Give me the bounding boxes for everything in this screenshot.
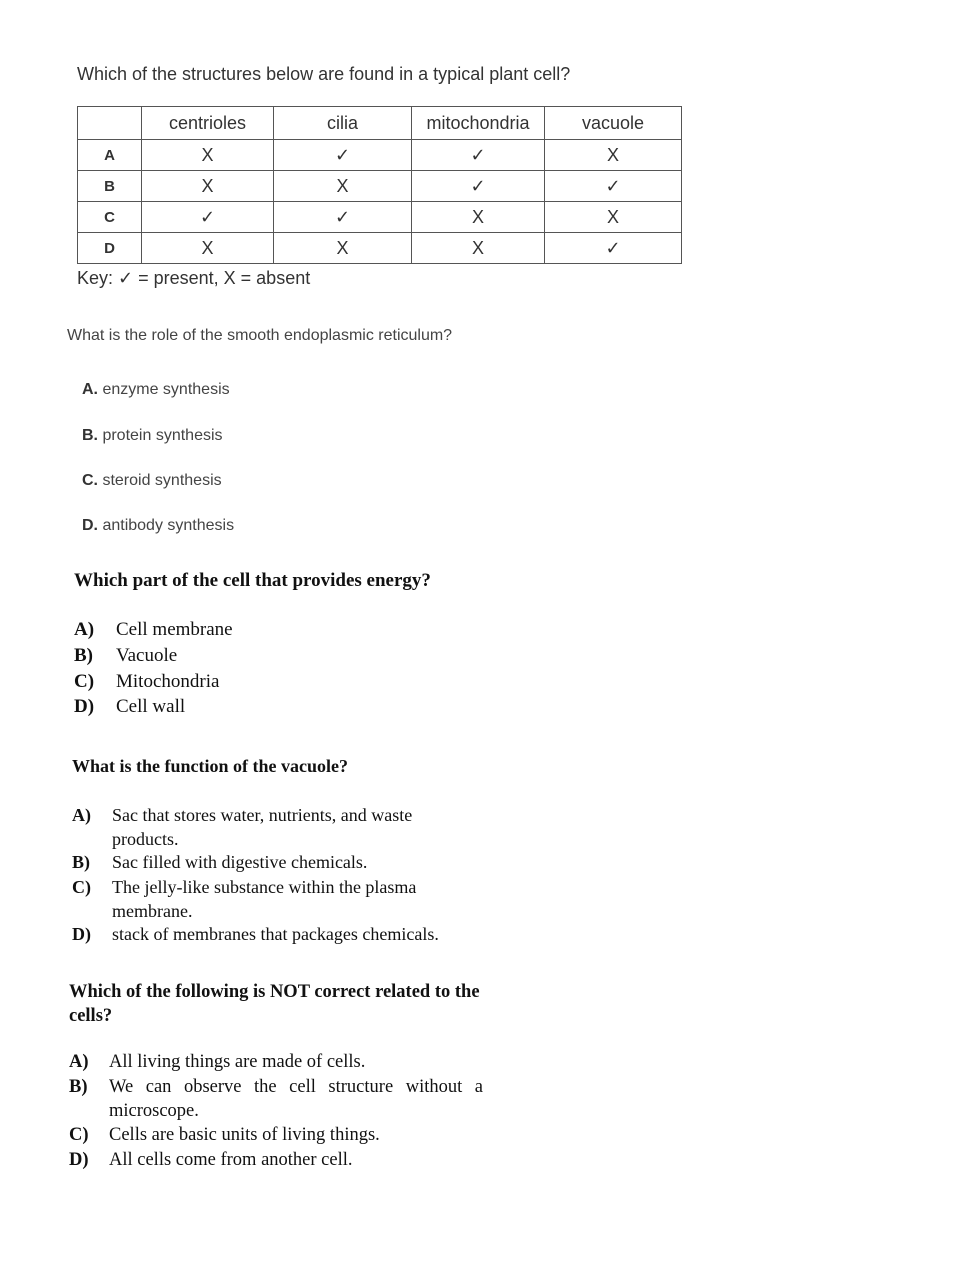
table-cell: ✓ bbox=[142, 202, 274, 233]
table-row bbox=[78, 233, 682, 264]
question-4-option-c bbox=[72, 875, 492, 923]
question-5-text: Which of the following is NOT correct related to the cells? bbox=[69, 982, 480, 1026]
option-text: protein synthesis bbox=[102, 427, 223, 444]
option-label: D) bbox=[74, 696, 95, 717]
option-text: steroid synthesis bbox=[102, 472, 222, 489]
table-row bbox=[78, 171, 682, 202]
option-text: Mitochondria bbox=[116, 671, 220, 692]
table-key: Key: ✓ = present, X = absent bbox=[77, 268, 311, 288]
table-cell: X bbox=[142, 233, 274, 264]
option-label: D) bbox=[69, 1150, 89, 1170]
table-cell: X bbox=[412, 202, 545, 233]
table-header-row bbox=[78, 107, 682, 140]
question-3-option-c bbox=[74, 671, 219, 693]
table-cell: ✓ bbox=[545, 171, 682, 202]
option-text: Sac filled with digestive chemicals. bbox=[112, 852, 368, 872]
question-3-option-d bbox=[74, 696, 185, 718]
table-cell: ✓ bbox=[274, 202, 412, 233]
question-5-option-d bbox=[69, 1148, 483, 1172]
table-header-cell bbox=[78, 107, 142, 140]
option-text: Cell wall bbox=[116, 696, 186, 717]
question-2-text: What is the role of the smooth endoplasmic reticulum? bbox=[67, 327, 453, 344]
table-header-cell: cilia bbox=[274, 107, 412, 140]
table-cell: ✓ bbox=[545, 233, 682, 264]
question-2-option-a bbox=[82, 381, 230, 399]
table-cell: ✓ bbox=[412, 171, 545, 202]
question-1-text: Which of the structures below are found in a typical plant cell? bbox=[77, 64, 571, 84]
table-cell: X bbox=[142, 140, 274, 171]
option-text: Vacuole bbox=[116, 645, 178, 666]
table-row-label: C bbox=[78, 202, 142, 233]
table-header-cell: vacuole bbox=[545, 107, 682, 140]
table-cell: X bbox=[545, 202, 682, 233]
option-text: stack of membranes that packages chemicals. bbox=[112, 924, 439, 944]
table-row-label: A bbox=[78, 140, 142, 171]
table-header-cell: centrioles bbox=[142, 107, 274, 140]
question-3-option-a bbox=[74, 619, 233, 641]
question-3-option-b bbox=[74, 645, 177, 667]
table-header-cell: mitochondria bbox=[412, 107, 545, 140]
option-text: antibody synthesis bbox=[102, 517, 235, 534]
table-cell: X bbox=[412, 233, 545, 264]
option-text: Cell membrane bbox=[116, 619, 233, 640]
table-row bbox=[78, 140, 682, 171]
question-5-option-b bbox=[69, 1075, 483, 1123]
question-4-option-a bbox=[72, 803, 492, 851]
option-label: A) bbox=[69, 1052, 89, 1072]
option-text: All living things are made of cells. bbox=[109, 1052, 366, 1072]
question-4-option-d bbox=[72, 922, 492, 946]
option-label: D) bbox=[72, 924, 91, 944]
option-text: The jelly-like substance within the plasma membrane. bbox=[112, 877, 417, 921]
question-2-option-c bbox=[82, 472, 222, 490]
option-label: A) bbox=[72, 805, 91, 825]
question-2-option-b bbox=[82, 427, 223, 445]
option-text: We can observe the cell structure without a microscope. bbox=[109, 1077, 483, 1121]
table-cell: X bbox=[142, 171, 274, 202]
table-cell: X bbox=[274, 233, 412, 264]
table-row bbox=[78, 202, 682, 233]
table-row-label: D bbox=[78, 233, 142, 264]
option-text: enzyme synthesis bbox=[102, 381, 230, 398]
question-5-option-a bbox=[69, 1050, 483, 1074]
table-cell: X bbox=[545, 140, 682, 171]
option-text: Cells are basic units of living things. bbox=[109, 1125, 380, 1145]
table-cell: X bbox=[274, 171, 412, 202]
option-label: B. bbox=[82, 427, 98, 444]
option-label: C) bbox=[69, 1125, 89, 1145]
option-label: C. bbox=[82, 472, 98, 489]
option-label: C) bbox=[74, 671, 95, 692]
option-label: B) bbox=[72, 852, 90, 872]
table-row-label: B bbox=[78, 171, 142, 202]
plant-cell-structures-table bbox=[77, 106, 682, 264]
option-label: A. bbox=[82, 381, 98, 398]
option-label: D. bbox=[82, 517, 98, 534]
option-label: C) bbox=[72, 877, 91, 897]
table-cell: ✓ bbox=[274, 140, 412, 171]
question-4-text: What is the function of the vacuole? bbox=[72, 756, 348, 776]
question-4-option-b bbox=[72, 850, 492, 874]
option-text: Sac that stores water, nutrients, and waste products. bbox=[112, 805, 413, 849]
question-5-option-c bbox=[69, 1123, 483, 1147]
question-2-option-d bbox=[82, 517, 234, 535]
option-text: All cells come from another cell. bbox=[109, 1150, 353, 1170]
option-label: B) bbox=[69, 1077, 88, 1097]
table-cell: ✓ bbox=[412, 140, 545, 171]
question-3-text: Which part of the cell that provides energy? bbox=[74, 570, 431, 591]
option-label: A) bbox=[74, 619, 95, 640]
option-label: B) bbox=[74, 645, 93, 666]
